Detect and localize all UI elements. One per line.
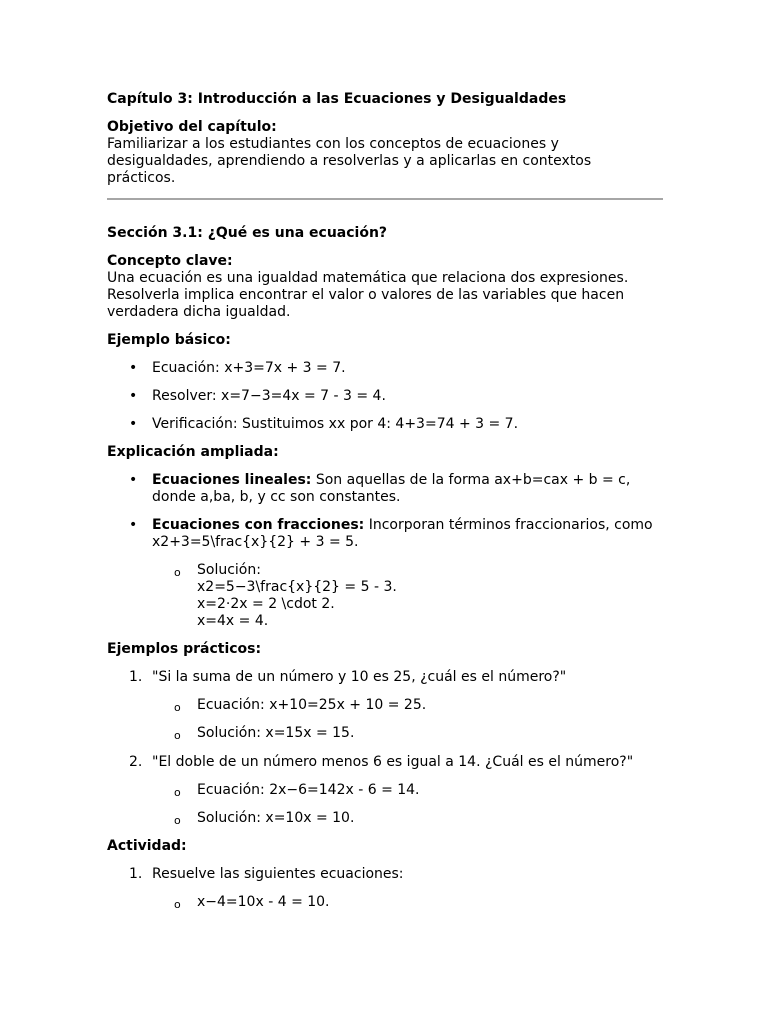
list-item: o x−4=10x - 4 = 10. bbox=[174, 894, 330, 911]
chapter-title: Capítulo 3: Introducción a las Ecuaciones y Desigualdades bbox=[107, 91, 567, 107]
list-item: o Solución: x2=5−3\frac{x}{2} = 5 - 3. x=2⋅2x = 2 \cdot 2. x=4x = 4. bbox=[174, 562, 397, 629]
list-item: 1. Resuelve las siguientes ecuaciones: bbox=[129, 866, 404, 882]
number-marker: 2. bbox=[129, 754, 143, 770]
extended-list bbox=[107, 472, 663, 551]
concept-text: Una ecuación es una igualdad matemática que relaciona dos expresiones. Resolverla implica encontrar el valor o valores de las variables que hacen verdadera dicha igualdad. bbox=[107, 270, 629, 320]
list-item: • Verificación: Sustituimos xx por 4: 4+3=74 + 3 = 7. bbox=[129, 416, 519, 432]
list-item: 1. "Si la suma de un número y 10 es 25, ¿cuál es el número?" bbox=[129, 669, 567, 685]
bullet-marker: • bbox=[129, 472, 138, 488]
bullet-marker: • bbox=[129, 388, 138, 404]
list-item: 2. "El doble de un número menos 6 es igual a 14. ¿Cuál es el número?" bbox=[129, 754, 634, 770]
term-label: Ecuaciones con fracciones: bbox=[152, 517, 365, 533]
list-item: o Solución: x=15x = 15. bbox=[174, 725, 355, 742]
list-item: o Solución: x=10x = 10. bbox=[174, 810, 355, 827]
objective-text: Familiarizar a los estudiantes con los conceptos de ecuaciones y desigualdades, aprendiendo a resolverlas y a aplicarlas en contextos prácticos. bbox=[107, 136, 592, 186]
sub-bullet-marker: o bbox=[174, 898, 181, 911]
list-item: • Resolver: x=7−3=4x = 7 - 3 = 4. bbox=[129, 388, 386, 404]
basic-example-list bbox=[107, 360, 663, 433]
activity-heading: Actividad: bbox=[107, 838, 187, 854]
list-item: • Ecuación: x+3=7x + 3 = 7. bbox=[129, 360, 346, 376]
activity-steps bbox=[107, 894, 663, 911]
list-item: • Ecuaciones lineales: Son aquellas de la forma ax+b=cax + b = c, donde a,ba, b, y cc son constantes. bbox=[129, 472, 631, 505]
sub-bullet-marker: o bbox=[174, 729, 181, 742]
concept-heading: Concepto clave: bbox=[107, 253, 233, 269]
term-label: Ecuaciones lineales: bbox=[152, 472, 312, 488]
practical-steps-2 bbox=[107, 782, 663, 827]
sub-bullet-marker: o bbox=[174, 701, 181, 714]
fraction-solution-list bbox=[107, 562, 663, 630]
list-item: • Ecuaciones con fracciones: Incorporan términos fraccionarios, como x2+3=5\frac{x}{2} + 3 = 5. bbox=[129, 517, 653, 550]
objective-heading: Objetivo del capítulo: bbox=[107, 119, 277, 135]
bullet-marker: • bbox=[129, 517, 138, 533]
activity-list bbox=[107, 866, 663, 883]
bullet-marker: • bbox=[129, 416, 138, 432]
number-marker: 1. bbox=[129, 669, 143, 685]
list-item: o Ecuación: x+10=25x + 10 = 25. bbox=[174, 697, 427, 714]
practical-steps-1 bbox=[107, 697, 663, 742]
basic-example-heading: Ejemplo básico: bbox=[107, 332, 231, 348]
section-divider bbox=[107, 198, 663, 200]
number-marker: 1. bbox=[129, 866, 143, 882]
practical-list-2 bbox=[107, 754, 663, 771]
sub-bullet-marker: o bbox=[174, 566, 181, 579]
section-title: Sección 3.1: ¿Qué es una ecuación? bbox=[107, 225, 388, 241]
sub-bullet-marker: o bbox=[174, 814, 181, 827]
extended-heading: Explicación ampliada: bbox=[107, 444, 279, 460]
bullet-marker: • bbox=[129, 360, 138, 376]
document-page bbox=[107, 90, 663, 911]
list-item: o Ecuación: 2x−6=142x - 6 = 14. bbox=[174, 782, 420, 799]
sub-bullet-marker: o bbox=[174, 786, 181, 799]
practical-list bbox=[107, 669, 663, 686]
practical-heading: Ejemplos prácticos: bbox=[107, 641, 262, 657]
